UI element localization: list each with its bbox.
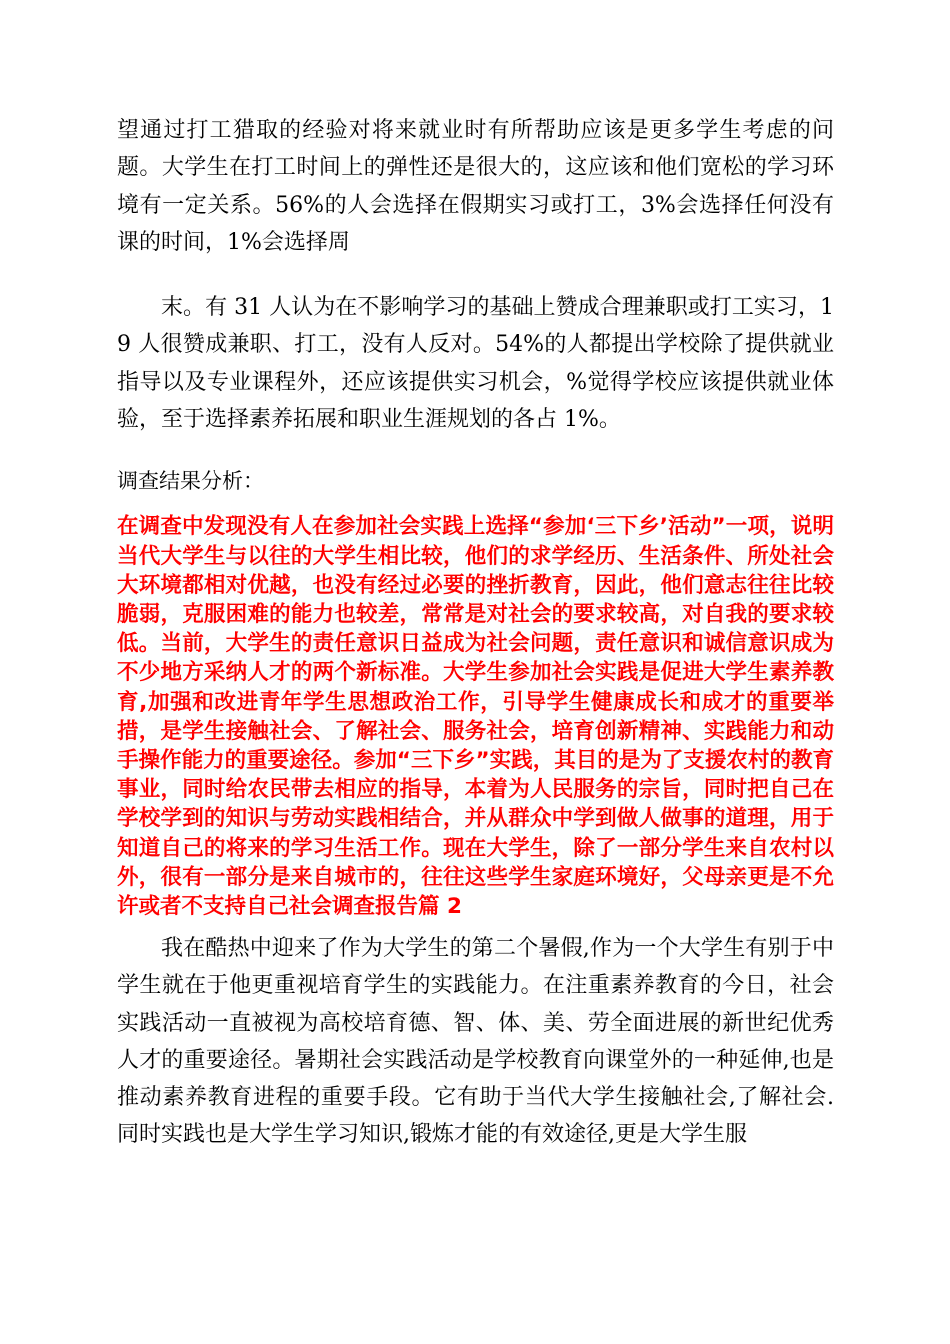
body-paragraph-1: 望通过打工猎取的经验对将来就业时有所帮助应该是更多学生考虑的问题。大学生在打工时间上的弹性还是很大的，这应该和他们宽松的学习环境有一定关系。56%的人会选择在假期实习或打工，3%会选择任何没有课的时间，1%会选择周 — [117, 118, 834, 255]
section-heading: 调查结果分析： — [117, 469, 264, 494]
highlighted-paragraph: 在调查中发现没有人在参加社会实践上选择“参加‘三下乡’活动”一项，说明当代大学生与以往的大学生相比较，他们的求学经历、生活条件、所处社会大环境都相对优越，也没有经过必要的挫折教育，因此，他们意志往往比较脆弱，克服困难的能力也较差，常常是对社会的要求较高，对自我的要求较低。当前，大学生的责任意识日益成为社会问题，责任意识和诚信意识成为不少地方采纳人才的两个新标准。大学生参加社会实践是促进大学生素养教育,加强和改进青年学生思想政治工作，引导学生健康成长和成才的重要举措，是学生接触社会、了解社会、服务社会，培育创新精神、实践能力和动手操作能力的重要途径。参加“三下乡”实践，其目的是为了支援农村的教育事业，同时给农民带去相应的指导，本着为人民服务的宗旨，同时把自己在学校学到的知识与劳动实践相结合，并从群众中学到做人做事的道理，用于知道自己的将来的学习生活工作。现在大学生，除了一部分学生来自农村以外，很有一部分是来自城市的，往往这些学生家庭环境好，父母亲更是不允许或者不支持自己社会调查报告篇 2 — [117, 514, 834, 920]
document-page — [117, 112, 834, 1153]
body-paragraph-4: 我在酷热中迎来了作为大学生的第二个暑假,作为一个大学生有别于中学生就在于他更重视培育学生的实践能力。在注重素养教育的今日，社会实践活动一直被视为高校培育德、智、体、美、劳全面进展的新世纪优秀人才的重要途径。暑期社会实践活动是学校教育向课堂外的一种延伸,也是推动素养教育进程的重要手段。它有助于当代大学生接触社会,了解社会.同时实践也是大学生学习知识,锻炼才能的有效途径,更是大学生服 — [117, 936, 834, 1148]
body-paragraph-2: 末。有 31 人认为在不影响学习的基础上赞成合理兼职或打工实习，19 人很赞成兼职、打工，没有人反对。54%的人都提出学校除了提供就业指导以及专业课程外，还应该提供实习机会，%觉得学校应该提供就业体验，至于选择素养拓展和职业生涯规划的各占 1%。 — [117, 295, 834, 433]
